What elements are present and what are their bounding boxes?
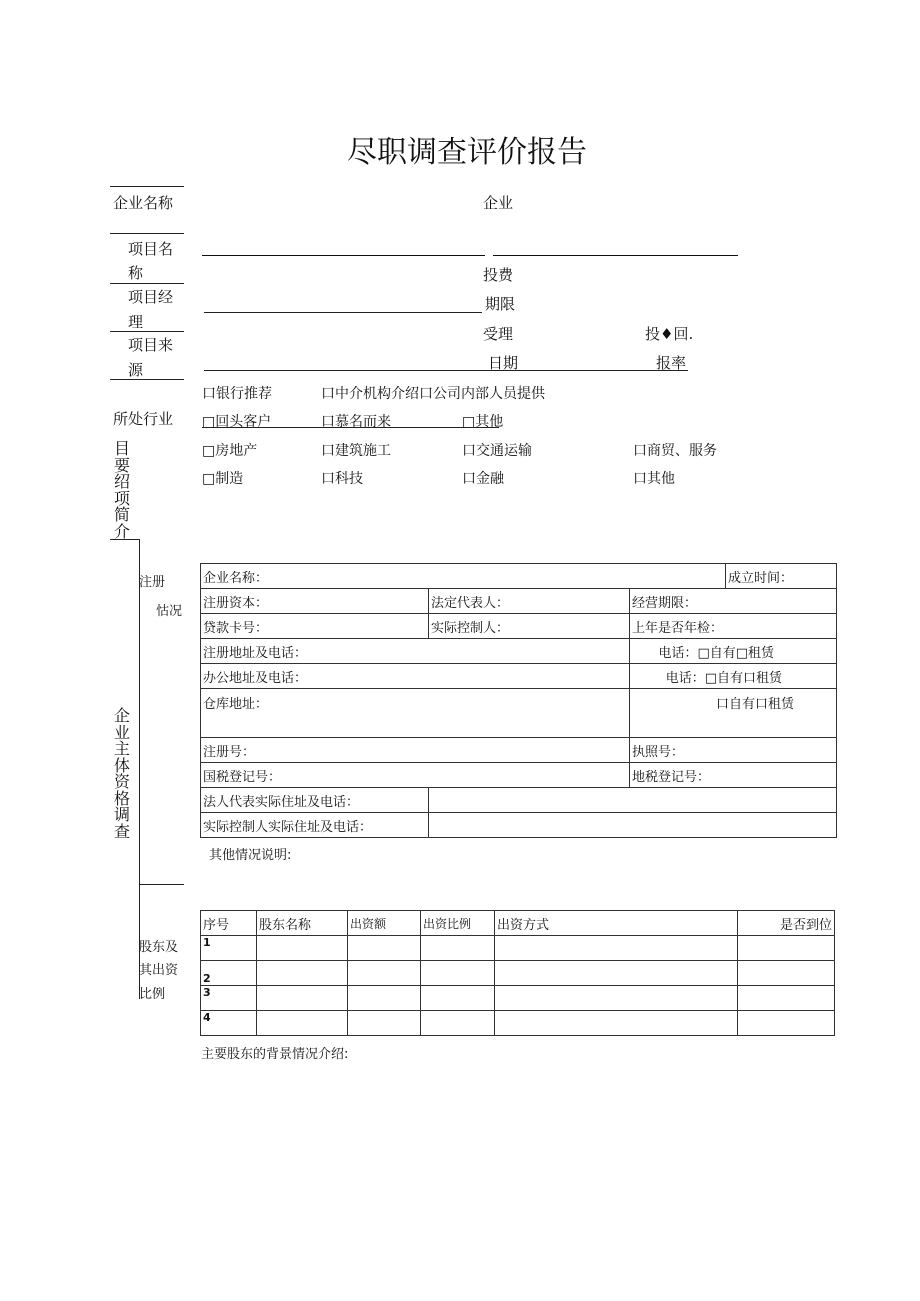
- cell[interactable]: [495, 961, 738, 986]
- project-intro-label: 目要绍项简介: [113, 439, 130, 541]
- loan-card-cell[interactable]: 贷款卡号：: [201, 614, 429, 639]
- term-label: 期限: [485, 295, 516, 313]
- divider: [110, 233, 184, 234]
- divider: [110, 379, 184, 380]
- controller-address-cell[interactable]: [429, 813, 837, 838]
- industry-option-real-estate[interactable]: □房地产: [202, 443, 258, 459]
- cell[interactable]: [257, 936, 348, 961]
- cell[interactable]: [738, 936, 835, 961]
- legal-rep-address-cell[interactable]: [429, 788, 837, 813]
- actual-controller-cell[interactable]: 实际控制人：: [429, 614, 630, 639]
- table-header-row: [201, 911, 835, 936]
- register-label-2: 怙况: [156, 604, 183, 619]
- annual-inspection-cell[interactable]: 上年是否年检：: [630, 614, 837, 639]
- license-no-cell[interactable]: 执照号：: [630, 738, 837, 763]
- cell[interactable]: [257, 986, 348, 1011]
- accept-label: 受理: [483, 325, 514, 343]
- table-row: [201, 788, 837, 813]
- source-option-bank[interactable]: 口银行推荐: [202, 386, 272, 402]
- office-address-cell[interactable]: 办公地址及电话：: [201, 664, 630, 689]
- divider: [139, 539, 140, 999]
- header-amount: 出资额: [348, 911, 421, 936]
- project-manager-label-2: 理: [128, 313, 144, 331]
- invest-return-label: 投♦回.: [645, 325, 694, 343]
- header-method: 出资方式: [495, 911, 738, 936]
- cell[interactable]: [257, 961, 348, 986]
- table-row: [201, 1011, 835, 1036]
- header-in-place: 是否到位: [738, 911, 835, 936]
- industry-option-manufacturing[interactable]: □制造: [202, 471, 244, 487]
- source-underline: [202, 427, 499, 428]
- cell[interactable]: [495, 1011, 738, 1036]
- table-row: [201, 689, 837, 738]
- other-notes-label: 其他情况说明:: [209, 848, 292, 863]
- project-source-underline: [204, 370, 688, 371]
- table-row: [201, 589, 837, 614]
- table-row: [201, 961, 835, 986]
- industry-option-tech[interactable]: 口科技: [321, 471, 363, 487]
- row-seq: 4: [201, 1011, 257, 1036]
- cell[interactable]: [348, 961, 421, 986]
- cell[interactable]: [421, 1011, 495, 1036]
- background-notes-label: 主要股东的背景情况介绍:: [201, 1047, 349, 1062]
- table-row: [201, 664, 837, 689]
- company-label: 企业: [483, 194, 514, 212]
- shareholder-label-2: 其出资: [139, 963, 179, 978]
- source-option-other[interactable]: □其他: [462, 414, 504, 430]
- business-term-cell[interactable]: 经营期限：: [630, 589, 837, 614]
- shareholder-label-3: 比例: [139, 987, 166, 1002]
- project-name-label-2: 称: [128, 264, 144, 282]
- project-manager-label-1: 项目经: [128, 288, 174, 306]
- date-label: 日期: [488, 354, 519, 372]
- industry-option-construction[interactable]: 口建筑施工: [321, 443, 391, 459]
- warehouse-address-cell[interactable]: 仓库地址：: [201, 689, 630, 738]
- divider: [139, 884, 184, 885]
- industry-option-trade[interactable]: 口商贸、服务: [633, 443, 717, 459]
- table-row: [201, 763, 837, 788]
- table-row: [201, 614, 837, 639]
- source-option-agency[interactable]: 口中介机构介绍口公司内部人员提供: [321, 386, 545, 402]
- controller-address-label: 实际控制人实际住址及电话：: [201, 813, 429, 838]
- founded-date-cell[interactable]: 成立时间：: [726, 564, 837, 589]
- cell[interactable]: [348, 986, 421, 1011]
- registration-table: [200, 563, 837, 838]
- project-source-label-2: 源: [128, 361, 144, 379]
- industry-option-finance[interactable]: 口金融: [462, 471, 504, 487]
- header-seq: 序号: [201, 911, 257, 936]
- industry-option-other[interactable]: 口其他: [633, 471, 675, 487]
- cell[interactable]: [421, 986, 495, 1011]
- row-seq: 3: [201, 986, 257, 1011]
- company-name-cell[interactable]: 企业名称：: [201, 564, 726, 589]
- shareholder-table: [200, 910, 835, 1036]
- cell[interactable]: [348, 1011, 421, 1036]
- industry-label: 所处行业: [113, 410, 174, 428]
- local-tax-cell[interactable]: 地税登记号：: [630, 763, 837, 788]
- registered-capital-cell[interactable]: 注册资本：: [201, 589, 429, 614]
- table-row: [201, 738, 837, 763]
- shareholder-label-1: 股东及: [139, 940, 179, 955]
- cell[interactable]: [421, 936, 495, 961]
- industry-option-transport[interactable]: 口交通运输: [462, 443, 532, 459]
- header-shareholder-name: 股东名称: [257, 911, 348, 936]
- cell[interactable]: [348, 936, 421, 961]
- source-option-reputation[interactable]: 口慕名而来: [321, 414, 391, 430]
- company-qual-label: 企业主体资格调查: [113, 706, 130, 841]
- cell[interactable]: [495, 936, 738, 961]
- table-row: [201, 813, 837, 838]
- project-source-label-1: 项目来: [128, 336, 174, 354]
- project-name-underline-2: [493, 255, 738, 256]
- invest-fee-label: 投费: [483, 266, 514, 284]
- cell[interactable]: [738, 961, 835, 986]
- row-seq: 2: [201, 961, 257, 986]
- divider: [110, 331, 184, 332]
- table-row: [201, 639, 837, 664]
- project-name-label-1: 项目名: [128, 240, 174, 258]
- divider: [110, 186, 184, 187]
- table-row: [201, 936, 835, 961]
- cell[interactable]: [738, 986, 835, 1011]
- office-phone-cell[interactable]: 电话：□自有口租赁: [630, 664, 837, 689]
- table-row: [201, 564, 837, 589]
- registered-phone-cell[interactable]: 电话：□自有□租赁: [630, 639, 837, 664]
- project-name-underline: [202, 255, 485, 256]
- legal-rep-address-label: 法人代表实际住址及电话：: [201, 788, 429, 813]
- cell[interactable]: [421, 961, 495, 986]
- divider: [110, 283, 184, 284]
- cell[interactable]: [495, 986, 738, 1011]
- page-title: 尽职调查评价报告: [347, 135, 587, 170]
- header-ratio: 出资比例: [421, 911, 495, 936]
- table-row: [201, 986, 835, 1011]
- registration-no-cell[interactable]: 注册号：: [201, 738, 630, 763]
- legal-rep-cell[interactable]: 法定代表人：: [429, 589, 630, 614]
- return-rate-label: 报率: [656, 354, 687, 372]
- row-seq: 1: [201, 936, 257, 961]
- source-option-return-client[interactable]: □回头客户: [202, 414, 272, 430]
- registered-address-cell[interactable]: 注册地址及电话：: [201, 639, 630, 664]
- project-manager-underline: [204, 312, 482, 313]
- divider: [110, 539, 140, 540]
- warehouse-status-cell[interactable]: 口自有口租赁: [630, 689, 837, 738]
- cell[interactable]: [257, 1011, 348, 1036]
- cell[interactable]: [738, 1011, 835, 1036]
- national-tax-cell[interactable]: 国税登记号：: [201, 763, 630, 788]
- company-name-label: 企业名称: [113, 194, 174, 212]
- register-label-1: 注册: [139, 575, 166, 590]
